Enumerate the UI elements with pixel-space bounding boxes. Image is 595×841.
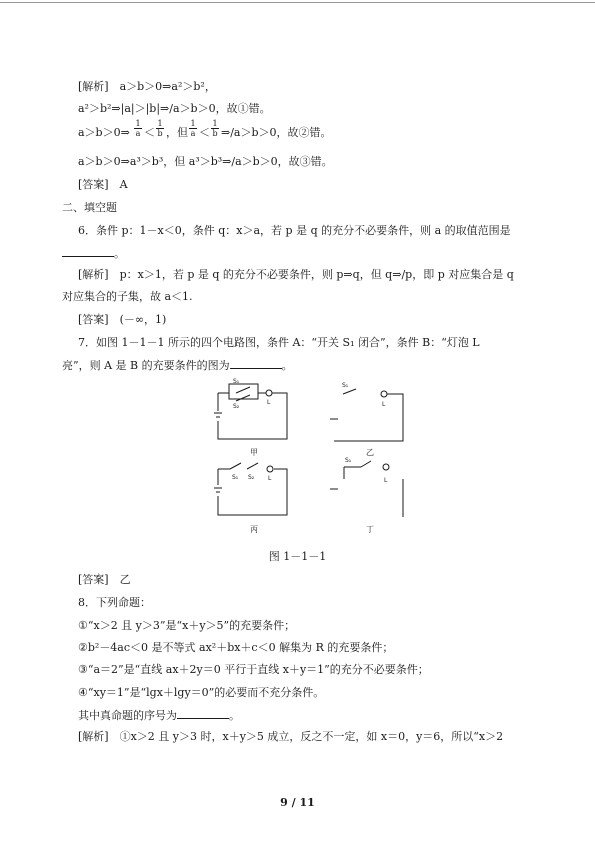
text-line-3e: ⇒/a＞b＞0，故②错。 [221,126,332,139]
question-8: 8．下列命题： [78,596,151,609]
label-s1-jia: S₁ [233,378,240,385]
bulb-icon [266,390,272,396]
fraction-1-over-b [210,119,220,138]
bulb-icon [267,466,273,472]
label-s2-jia: S₂ [233,403,240,410]
text-line-3d: ＜ [199,126,210,139]
text-line-3b: ＜ [144,126,155,139]
label-ding: 丁 [366,525,374,534]
question-6: 6．条件 p：1－x＜0，条件 q：x＞a，若 p 是 q 的充分不必要条件，则 a 的取值范围是 [78,224,511,237]
question-7-text: 亮”，则 A 是 B 的充要条件的图为 [62,359,230,372]
bulb-icon [381,391,387,397]
proposition-1: ①“x＞2 且 y＞3”是“x＋y＞5”的充要条件； [78,619,296,632]
frac-num: 1 [135,119,141,128]
proposition-3: ③“a＝2”是“直线 ax＋2y＝0 平行于直线 x＋y＝1”的充分不必要条件； [78,663,429,676]
switch-s2 [236,395,250,401]
header-rule [0,2,595,3]
label-l-bing: L [268,475,272,482]
label-l-jia: L [267,399,271,406]
question-7-line-1: 7．如图 1－1－1 所示的四个电路图，条件 A：“开关 S₁ 闭合”，条件 B：“灯泡 L [78,336,480,349]
label-l-ding: L [384,477,388,484]
label-yi: 乙 [366,448,374,457]
analysis-6-line-2: 对应集合的子集，故 a＜1. [62,290,193,303]
circuit-jia [214,384,287,439]
answer-blank [230,358,282,369]
analysis-6-line-1: [解析] p：x＞1，若 p 是 q 的充分不必要条件，则 p⇒q，但 q⇒/p，即 p 对应集合是 q [78,268,514,281]
question-7-line-2 [62,358,293,373]
question-7-end: 。 [281,359,293,372]
section-heading: 二、填空题 [62,201,117,214]
label-s1-ding: S₁ [345,457,352,464]
circuit-figure [0,375,595,535]
proposition-2: ②b²－4ac＜0 是不等式 ax²＋bx＋c＜0 解集为 R 的充要条件； [78,641,394,654]
frac-den: b [157,129,163,138]
answer-blank [62,246,114,257]
label-s2-bing: S₂ [248,474,255,481]
question-8-text: 其中真命题的序号为 [78,709,177,722]
label-jia: 甲 [250,448,258,457]
analysis-8-line-1: [解析] ①x＞2 且 y＞3 时，x＋y＞5 成立，反之不一定，如 x＝0，y＝6，所以“x＞2 [78,730,504,743]
text-line-4: a＞b＞0⇒a³＞b³，但 a³＞b³⇒/a＞b＞0，故③错。 [78,155,333,168]
bulb-icon [383,464,389,470]
frac-den: b [212,129,218,138]
switch-s1 [361,461,371,467]
answer-7: [答案] 乙 [78,573,131,586]
text-line-1: [解析] a＞b＞0⇒a²＞b²， [78,80,216,93]
proposition-4: ④“xy＝1”是“lgx＋lgy＝0”的必要而不充分条件。 [78,686,325,699]
text-line-3a: a＞b＞0⇒ [78,126,130,139]
circuit-yi [330,389,403,441]
question-6-blank-line [62,246,125,261]
answer-6: [答案] (－∞，1) [78,313,167,326]
frac-den: a [190,129,196,138]
fraction-1-over-b [155,119,165,138]
switch-s1 [343,389,356,394]
fraction-1-over-a [188,119,198,138]
question-8-prompt [78,708,240,723]
switch-s2 [247,463,258,469]
label-bing: 丙 [250,525,258,534]
page-number: 9 / 11 [280,796,315,809]
frac-den: a [135,129,141,138]
frac-num: 1 [190,119,196,128]
circuit-ding [330,461,403,517]
figure-caption: 图 1－1－1 [268,550,327,563]
question-8-end: 。 [229,709,240,722]
fraction-1-over-a [133,119,143,138]
label-s1-yi: S₁ [342,382,349,389]
frac-num: 1 [212,119,218,128]
answer-blank [177,708,229,719]
switch-s1 [236,387,250,393]
question-6-end: 。 [114,247,125,260]
text-line-3c: ，但 [166,126,188,139]
switch-s1 [230,463,241,469]
label-l-yi: L [382,401,386,408]
frac-num: 1 [157,119,163,128]
text-line-2: a²＞b²⇒|a|＞|b|⇒/a＞b＞0，故①错。 [78,102,271,115]
circuit-bing [214,463,287,515]
label-s1-bing: S₁ [232,474,239,481]
answer-5: [答案] A [78,178,128,191]
